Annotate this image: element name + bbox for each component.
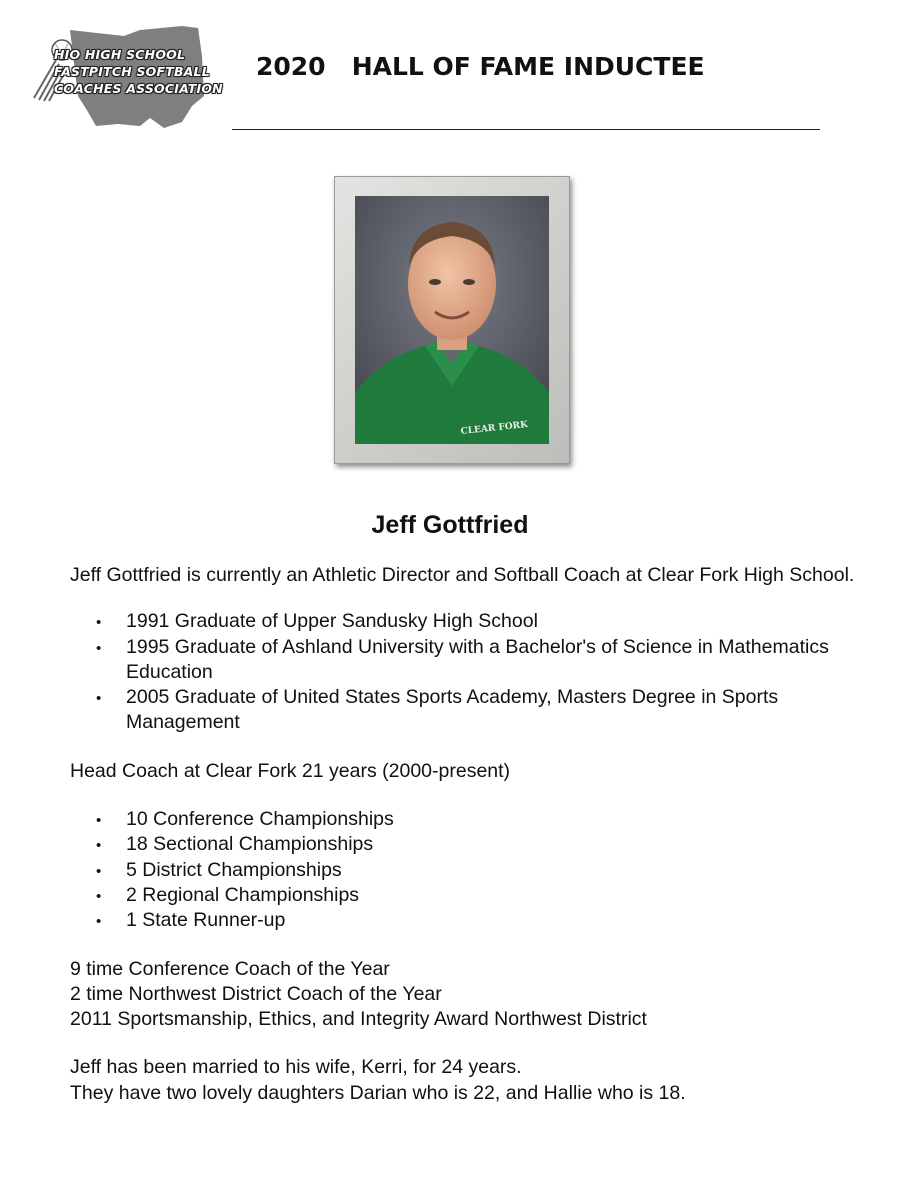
logo-line-2: FASTPITCH SOFTBALL [54,64,210,79]
logo-line-1: HIO HIGH SCHOOL [54,47,186,62]
intro-paragraph: Jeff Gottfried is currently an Athletic Director and Softball Coach at Clear Fork High School. [70,564,855,586]
list-item: • 1995 Graduate of Ashland University with a Bachelor's of Science in Mathematics Education [70,635,860,686]
award-line: 9 time Conference Coach of the Year [70,957,390,980]
page-title: 2020 HALL OF FAME INDUCTEE [256,52,705,81]
title-divider [232,129,820,130]
list-item: • 2005 Graduate of United States Sports Academy, Masters Degree in Sports Management [70,685,860,736]
list-item: • 18 Sectional Championships [70,832,860,857]
coaching-summary: Head Coach at Clear Fork 21 years (2000-present) [70,759,511,782]
list-item: • 10 Conference Championships [70,807,860,832]
list-item: • 1 State Runner-up [70,908,860,933]
award-line: 2011 Sportsmanship, Ethics, and Integrity Award Northwest District [70,1008,647,1031]
family-line: Jeff has been married to his wife, Kerri, for 24 years. [70,1056,522,1079]
inductee-name: Jeff Gottfried [371,511,529,539]
portrait-photo [355,196,549,444]
biography [70,563,860,1106]
list-item: • 2 Regional Championships [70,883,860,908]
family-line: They have two lovely daughters Darian who is 22, and Hallie who is 18. [70,1081,686,1104]
list-item: • 1991 Graduate of Upper Sandusky High School [70,609,860,634]
portrait-frame [334,176,570,464]
education-list [70,609,860,735]
championships-list [70,807,860,933]
award-line: 2 time Northwest District Coach of the Year [70,982,442,1005]
list-item: • 5 District Championships [70,858,860,883]
logo-line-3: COACHES ASSOCIATION [54,81,223,96]
association-logo [32,26,223,130]
shirt-logo-text: CLEAR FORK [460,419,529,437]
